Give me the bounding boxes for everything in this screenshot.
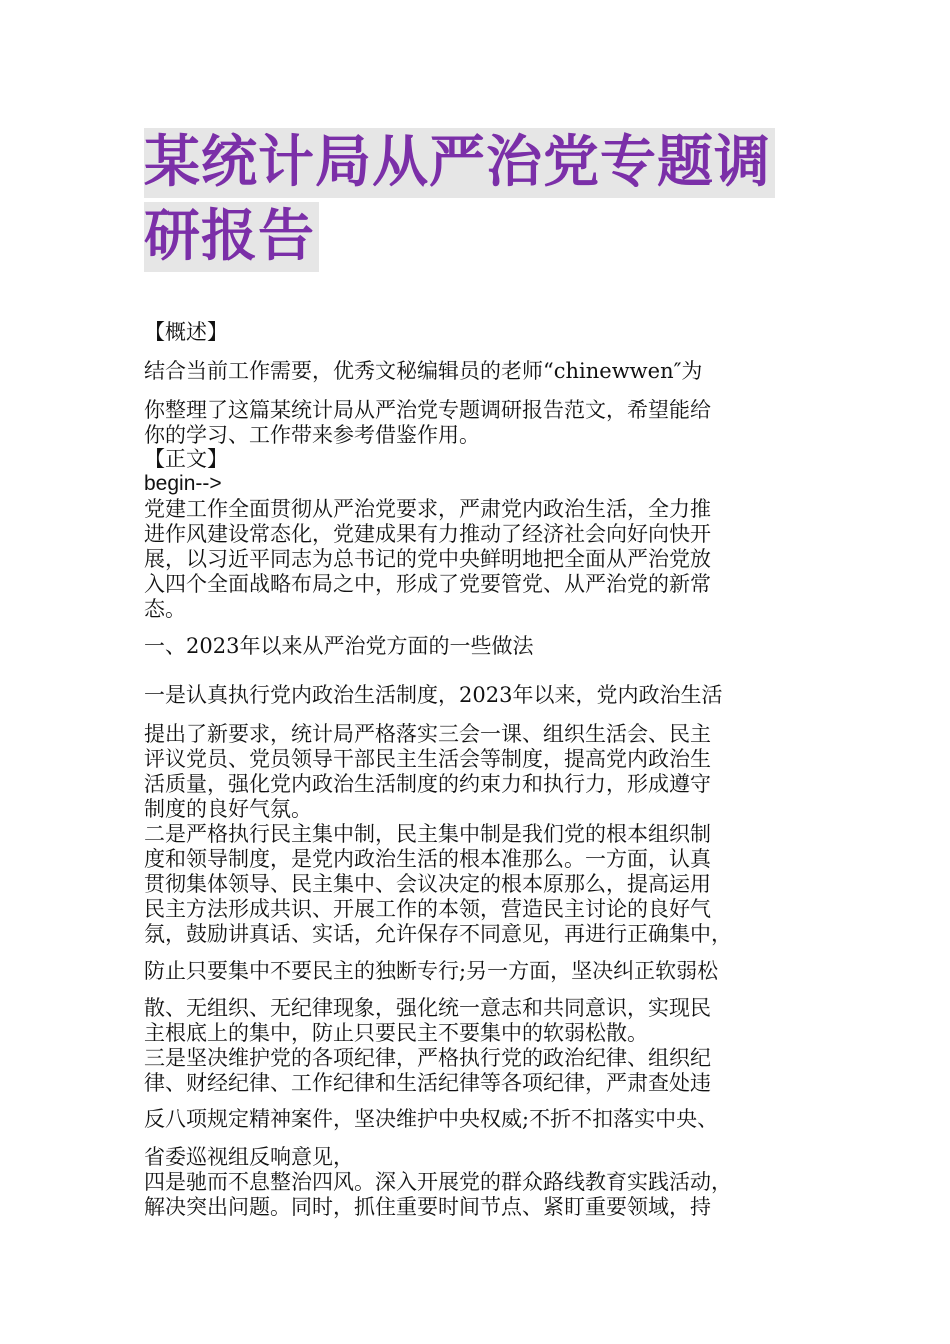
paragraph-line: 态。 <box>144 597 186 621</box>
paragraph-line: 度和领导制度，是党内政治生活的根本准那么。一方面，认真 <box>144 847 711 871</box>
paragraph-line: 四是驰而不息整治四风。深入开展党的群众路线教育实践活动， <box>144 1170 732 1194</box>
section-heading-overview: 【概述】 <box>144 320 228 344</box>
paragraph-line: 氛，鼓励讲真话、实话，允许保存不同意见，再进行正确集中， <box>144 922 732 946</box>
paragraph-line: 律、财经纪律、工作纪律和生活纪律等各项纪律，严肃查处违 <box>144 1071 711 1095</box>
paragraph-line: 制度的良好气氛。 <box>144 797 312 821</box>
paragraph-line: 主根底上的集中，防止只要民主不要集中的软弱松散。 <box>144 1021 648 1045</box>
paragraph-line: 结合当前工作需要，优秀文秘编辑员的老师“chinewwen″为 <box>144 359 703 383</box>
section-heading-main: 【正文】 <box>144 447 228 471</box>
title-line-1: 某统计局从严治党专题调 <box>144 128 775 198</box>
paragraph-line: 解决突出问题。同时，抓住重要时间节点、紧盯重要领域，持 <box>144 1195 711 1219</box>
paragraph-line: 评议党员、党员领导干部民主生活会等制度，提高党内政治生 <box>144 747 711 771</box>
paragraph-line: 散、无组织、无纪律现象，强化统一意志和共同意识，实现民 <box>144 996 711 1020</box>
paragraph-line: 展，以习近平同志为总书记的党中央鲜明地把全面从严治党放 <box>144 547 711 571</box>
paragraph-line: 民主方法形成共识、开展工作的本领，营造民主讨论的良好气 <box>144 897 711 921</box>
paragraph-line: 活质量，强化党内政治生活制度的约束力和执行力，形成遵守 <box>144 772 711 796</box>
paragraph-line: 省委巡视组反响意见， <box>144 1145 354 1169</box>
paragraph-line: 进作风建设常态化，党建成果有力推动了经济社会向好向快开 <box>144 522 711 546</box>
paragraph-line: 一是认真执行党内政治生活制度，2023年以来，党内政治生活 <box>144 683 723 707</box>
paragraph-line: 防止只要集中不要民主的独断专行;另一方面，坚决纠正软弱松 <box>144 959 719 983</box>
paragraph-line: 三是坚决维护党的各项纪律，严格执行党的政治纪律、组织纪 <box>144 1046 711 1070</box>
title-line-2: 研报告 <box>144 202 319 272</box>
paragraph-line: 党建工作全面贯彻从严治党要求，严肃党内政治生活，全力推 <box>144 497 711 521</box>
paragraph-line: begin--> <box>144 472 222 495</box>
subsection-heading: 一、2023年以来从严治党方面的一些做法 <box>144 634 534 658</box>
paragraph-line: 你整理了这篇某统计局从严治党专题调研报告范文，希望能给 <box>144 398 711 422</box>
paragraph-line: 提出了新要求，统计局严格落实三会一课、组织生活会、民主 <box>144 722 711 746</box>
paragraph-line: 入四个全面战略布局之中，形成了党要管党、从严治党的新常 <box>144 572 711 596</box>
paragraph-line: 二是严格执行民主集中制，民主集中制是我们党的根本组织制 <box>144 822 711 846</box>
paragraph-line: 贯彻集体领导、民主集中、会议决定的根本原那么，提高运用 <box>144 872 711 896</box>
document-title <box>144 128 824 272</box>
paragraph-line: 你的学习、工作带来参考借鉴作用。 <box>144 423 480 447</box>
paragraph-line: 反八项规定精神案件，坚决维护中央权威;不折不扣落实中央、 <box>144 1107 719 1131</box>
